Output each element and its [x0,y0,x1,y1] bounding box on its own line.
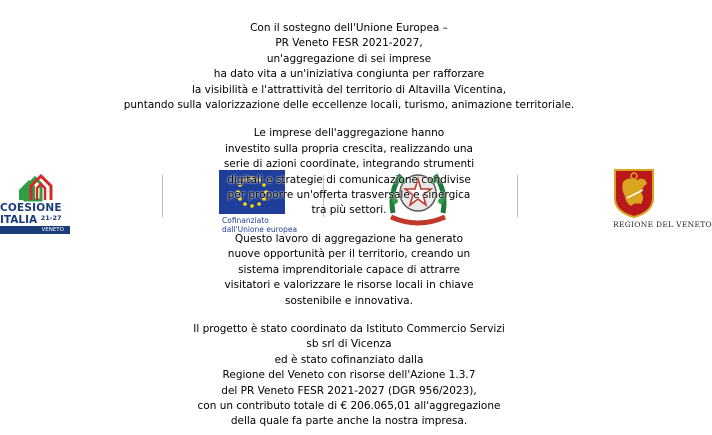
text-line: la visibilità e l'attrattività del territorio di Altavilla Vicentina, [191,83,507,96]
text-line: Con il sostegno dell'Unione Europea – [250,22,448,34]
coesione-line2 [0,214,62,226]
paragraph-1 [95,21,603,113]
regione-veneto-logo [609,168,712,232]
lion-of-st-mark-icon [613,168,655,218]
text-line: ed è stato cofinanziato dalla [274,353,424,366]
eu-caption-line2: dall'Unione europea [222,225,298,234]
text-line: nuove opportunità per il territorio, creando un [227,248,471,261]
coesione-italia-icon [16,170,54,202]
coesione-italia-word: ITALIA [0,214,38,226]
text-line: Regione del Veneto con risorse dell'Azione 1.3.7 [222,369,476,382]
paragraph-2 [95,126,603,218]
text-line: sistema imprenditoriale capace di attrarre [238,263,460,276]
text-line: puntando sulla valorizzazione delle eccellenze locali, turismo, animazione territoriale. [123,99,575,112]
text-line: del PR Veneto FESR 2021-2027 (DGR 956/2023), [221,384,477,397]
coesione-italia-logo [0,170,70,232]
text-line: con un contributo totale di € 206.065,01 all'aggregazione [197,399,501,412]
coesione-region: VENETO [0,226,70,234]
text-line: sb srl di Vicenza [306,338,392,351]
text-line: tra più settori. [311,204,387,217]
text-line: ha dato vita a un'iniziativa congiunta per rafforzare [213,68,485,81]
announcement-text [95,21,603,430]
text-line: PR Veneto FESR 2021-2027, [275,37,423,50]
paragraph-4 [95,322,603,430]
text-line: visitatori e valorizzare le risorse locali in chiave [224,279,474,292]
eu-caption-line1: Cofinanziato [222,216,269,225]
text-line: sostenibile e innovativa. [285,294,413,307]
text-line: digitali e strategie di comunicazione condivise [227,173,471,186]
coesione-years: 21-27 [40,214,62,222]
text-line: Le imprese dell'aggregazione hanno [253,127,445,140]
text-line: un'aggregazione di sei imprese [266,52,432,65]
text-line: serie di azioni coordinate, integrando strumenti [223,158,475,171]
coesione-line1: COESIONE [0,202,62,214]
paragraph-3 [95,232,603,309]
text-line: Questo lavoro di aggregazione ha generato [234,232,464,245]
regione-veneto-name: REGIONE DEL VENETO [613,220,712,229]
text-line: per proporre un'offerta trasversale e sinergica [227,189,471,202]
text-line: Il progetto è stato coordinato da Istituto Commercio Servizi [193,322,505,335]
text-line: investito sulla propria crescita, realizzando una [224,142,473,155]
text-line: della quale fa parte anche la nostra impresa. [230,415,468,428]
